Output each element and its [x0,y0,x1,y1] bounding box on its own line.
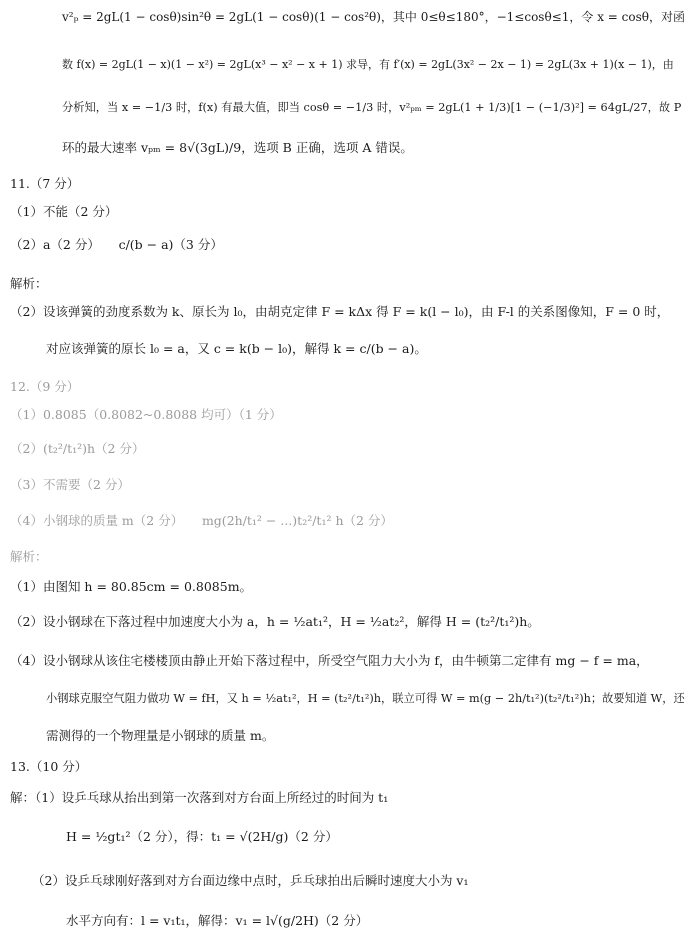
text-line: （1）由图知 h = 80.85cm = 0.8085m。 [10,579,253,594]
answer-line: （3）不需要（2 分） [10,477,130,492]
formula-line: H = ½gt₁²（2 分），得：t₁ = √(2H/g)（2 分） [66,829,338,844]
analysis-label: 解析： [10,549,48,564]
text-line: 数 f(x) = 2gL(1 − x)(1 − x²) = 2gL(x³ − x² − x + 1) 求导，有 f′(x) = 2gL(3x² − 2x − 1) = 2gL(3x + 1)(x − 1)，由 [62,58,674,71]
text-line: 分析知，当 x = −1/3 时，f(x) 有最大值，即当 cosθ = −1/3 时，v²ₚₘ = 2gL(1 + 1/3)[1 − (−1/3)²] = 64gL/27，故 P [62,101,682,114]
text-line: 环的最大速率 vₚₘ = 8√(3gL)/9，选项 B 正确，选项 A 错误。 [62,140,413,155]
text-line: （2）设该弹簧的劲度系数为 k、原长为 l₀，由胡克定律 F = kΔx 得 F = k(l − l₀)，由 F-l 的关系图像知，F = 0 时， [10,304,670,319]
question-heading: 11.（7 分） [10,176,80,191]
text-line: 需测得的一个物理量是小钢球的质量 m。 [46,728,275,743]
text-line: （4）设小钢球从该住宅楼楼顶由静止开始下落过程中，所受空气阻力大小为 f，由牛顿第二定律有 mg − f = ma， [10,653,649,668]
question-heading: 12.（9 分） [10,379,80,394]
formula-line: 水平方向有：l = v₁t₁，解得：v₁ = l√(g/2H)（2 分） [66,913,369,928]
answer-line: （4）小钢球的质量 m（2 分） mg(2h/t₁² − ...)t₂²/t₁² h（2 分） [10,513,393,528]
answer-line: （2）a（2 分） c/(b − a)（3 分） [10,237,223,252]
answer-line: （1）不能（2 分） [10,204,118,219]
text-line: v²ₚ = 2gL(1 − cosθ)sin²θ = 2gL(1 − cosθ)(1 − cos²θ)，其中 0≤θ≤180°，−1≤cosθ≤1，令 x = cosθ，对函 [62,10,685,24]
answer-line: （2）(t₂²/t₁²)h（2 分） [10,441,145,456]
text-line: 解：（1）设乒乓球从抬出到第一次落到对方台面上所经过的时间为 t₁ [10,790,389,805]
text-line: （2）设小钢球在下落过程中加速度大小为 a，h = ½at₁²，H = ½at₂²，解得 H = (t₂²/t₁²)h。 [10,614,540,629]
text-line: 小钢球克服空气阻力做功 W = fH，又 h = ½at₁²，H = (t₂²/t₁²)h，联立可得 W = m(g − 2h/t₁²)(t₂²/t₁²)h；故要知道 W，还 [46,692,685,705]
answer-line: （1）0.8085（0.8082~0.8088 均可）（1 分） [10,407,282,422]
text-line: 对应该弹簧的原长 l₀ = a，又 c = k(b − l₀)，解得 k = c/(b − a)。 [46,341,427,356]
analysis-label: 解析： [10,276,48,291]
question-heading: 13.（10 分） [10,759,88,774]
text-line: （2）设乒乓球刚好落到对方台面边缘中点时，乒乓球拍出后瞬时速度大小为 v₁ [32,873,469,888]
